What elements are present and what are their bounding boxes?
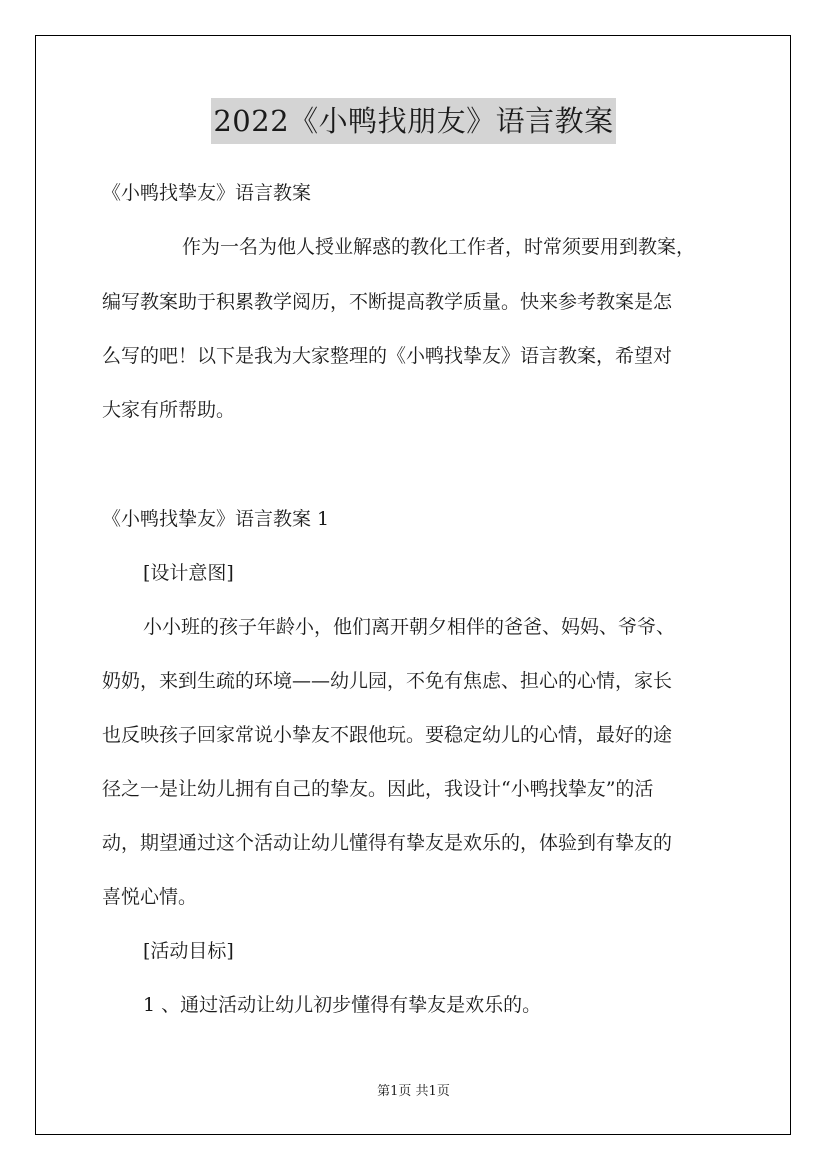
intro-line: 么写的吧！以下是我为大家整理的《小鸭找挚友》语言教案，希望对 [102,345,673,367]
design-line: 也反映孩子回家常说小挚友不跟他玩。要稳定幼儿的心情，最好的途 [102,724,673,746]
intro-line: 编写教案助于积累教学阅历，不断提高教学质量。快来参考教案是怎 [102,291,673,313]
intro-line: 作为一名为他人授业解惑的教化工作者，时常须要用到教案， [182,236,696,258]
design-intent-label: [设计意图] [143,562,234,584]
design-line: 喜悦心情。 [102,886,198,908]
subtitle: 《小鸭找挚友》语言教案 [102,182,312,204]
intro-line: 大家有所帮助。 [102,399,236,421]
activity-goal-label: [活动目标] [143,940,234,962]
design-line: 动，期望通过这个活动让幼儿懂得有挚友是欢乐的，体验到有挚友的 [102,832,673,854]
page-footer: 第1页 共1页 [377,1084,450,1099]
title-container [0,98,827,144]
document-title: 2022《小鸭找朋友》语言教案 [211,98,615,144]
design-line: 奶奶，来到生疏的环境——幼儿园，不免有焦虑、担心的心情，家长 [102,670,673,692]
design-line: 径之一是让幼儿拥有自己的挚友。因此，我设计“小鸭找挚友”的活 [102,778,654,800]
goal-item: 1 、通过活动让幼儿初步懂得有挚友是欢乐的。 [143,994,542,1016]
section-heading: 《小鸭找挚友》语言教案 1 [102,508,330,530]
design-line: 小小班的孩子年龄小，他们离开朝夕相伴的爸爸、妈妈、爷爷、 [143,616,676,638]
